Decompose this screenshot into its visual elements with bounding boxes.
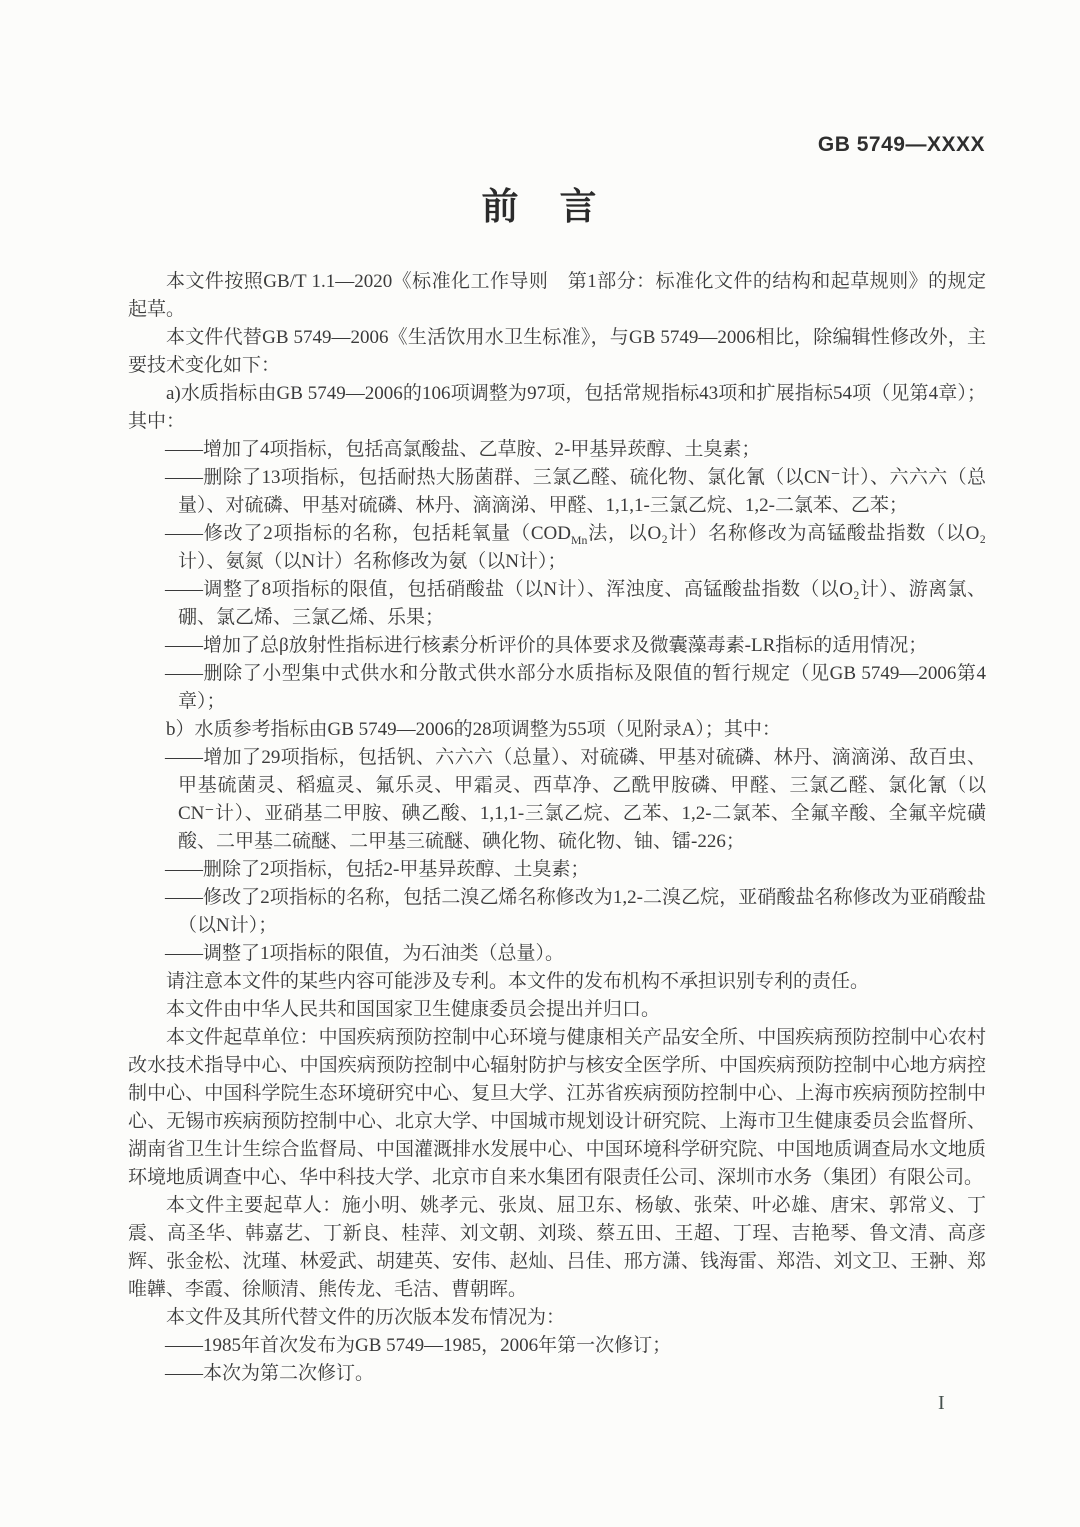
- dash-list-item: ——删除了小型集中式供水和分散式供水部分水质指标及限值的暂行规定（见GB 5749—2006第4章）；: [165, 663, 986, 712]
- paragraph: 本文件主要起草人：施小明、姚孝元、张岚、屈卫东、杨敏、张荣、叶必雄、唐宋、郭常义、丁震、高圣华、韩嘉艺、丁新良、桂萍、刘文朝、刘琰、蔡五田、王超、丁珵、吉艳琴、鲁文清、高彦辉、张金松、沈瑾、林爱武、胡建英、安伟、赵灿、吕佳、邢方潇、钱海雷、郑浩、刘文卫、王翀、郑唯韡、李霞、徐顺清、熊传龙、毛洁、曹朝晖。: [128, 1195, 986, 1300]
- dash-list-item: ——删除了13项指标，包括耐热大肠菌群、三氯乙醛、硫化物、氯化氰（以CN⁻计）、六六六（总量）、对硫磷、甲基对硫磷、林丹、滴滴涕、甲醛、1,1,1-三氯乙烷、1,2-二氯苯、乙苯；: [165, 467, 986, 516]
- page-header: [128, 133, 985, 157]
- dash-list-item: ——修改了2项指标的名称，包括二溴乙烯名称修改为1,2-二溴乙烷，亚硝酸盐名称修改为亚硝酸盐（以N计）；: [165, 887, 986, 936]
- dash-list-item: ——1985年首次发布为GB 5749—1985，2006年第一次修订；: [165, 1335, 672, 1356]
- paragraph: 本文件起草单位：中国疾病预防控制中心环境与健康相关产品安全所、中国疾病预防控制中心农村改水技术指导中心、中国疾病预防控制中心辐射防护与核安全医学所、中国疾病预防控制中心地方病控制中心、中国科学院生态环境研究中心、复旦大学、江苏省疾病预防控制中心、上海市疾病预防控制中心、无锡市疾病预防控制中心、北京大学、中国城市规划设计研究院、上海市卫生健康委员会监督所、湖南省卫生计生综合监督局、中国灌溉排水发展中心、中国环境科学研究院、中国地质调查局水文地质环境地质调查中心、华中科技大学、北京市自来水集团有限责任公司、深圳市水务（集团）有限公司。: [128, 1027, 986, 1188]
- paragraph: b）水质参考指标由GB 5749—2006的28项调整为55项（见附录A）；其中：: [166, 719, 781, 740]
- dash-list-item: ——调整了8项指标的限值，包括硝酸盐（以N计）、浑浊度、高锰酸盐指数（以O₂计）、游离氯、硼、氯乙烯、三氯乙烯、乐果；: [165, 579, 986, 628]
- page-title: 前 言: [481, 186, 599, 227]
- page-number: I: [938, 1392, 945, 1414]
- foreword-body: [128, 268, 986, 1388]
- paragraph: 本文件由中华人民共和国国家卫生健康委员会提出并归口。: [166, 999, 661, 1020]
- dash-list-item: ——调整了1项指标的限值，为石油类（总量）。: [165, 943, 565, 964]
- dash-list-item: ——增加了总β放射性指标进行核素分析评价的具体要求及微囊藻毒素-LR指标的适用情况；: [165, 635, 928, 656]
- dash-list-item: ——增加了4项指标，包括高氯酸盐、乙草胺、2-甲基异莰醇、土臭素；: [165, 439, 761, 460]
- paragraph: 本文件及其所代替文件的历次版本发布情况为：: [166, 1307, 566, 1328]
- paragraph: 本文件按照GB/T 1.1—2020《标准化工作导则 第1部分：标准化文件的结构和起草规则》的规定起草。: [128, 271, 986, 320]
- dash-list-item: ——删除了2项指标，包括2-甲基异莰醇、土臭素；: [165, 859, 590, 880]
- paragraph: 请注意本文件的某些内容可能涉及专利。本文件的发布机构不承担识别专利的责任。: [166, 971, 870, 992]
- paragraph: a)水质指标由GB 5749—2006的106项调整为97项，包括常规指标43项和扩展指标54项（见第4章）；其中：: [128, 383, 986, 432]
- dash-list-item: ——增加了29项指标，包括钒、六六六（总量）、对硫磷、甲基对硫磷、林丹、滴滴涕、敌百虫、甲基硫菌灵、稻瘟灵、氟乐灵、甲霜灵、西草净、乙酰甲胺磷、甲醛、三氯乙醛、氯化氰（以CN⁻计）、亚硝基二甲胺、碘乙酸、1,1,1-三氯乙烷、乙苯、1,2-二氯苯、全氟辛酸、全氟辛烷磺酸、二甲基二硫醚、二甲基三硫醚、碘化物、硫化物、铀、镭-226；: [165, 747, 986, 852]
- dash-list-item: ——本次为第二次修订。: [165, 1363, 375, 1384]
- dash-list-item: ——修改了2项指标的名称，包括耗氧量（$COD_{Mn}$法，以O₂计）名称修改为高锰酸盐指数（以O₂计）、氨氮（以N计）名称修改为氨（以N计）；: [165, 523, 986, 572]
- paragraph: 本文件代替GB 5749—2006《生活饮用水卫生标准》，与GB 5749—2006相比，除编辑性修改外，主要技术变化如下：: [128, 327, 986, 376]
- standard-number: GB 5749—XXXX: [817, 133, 985, 156]
